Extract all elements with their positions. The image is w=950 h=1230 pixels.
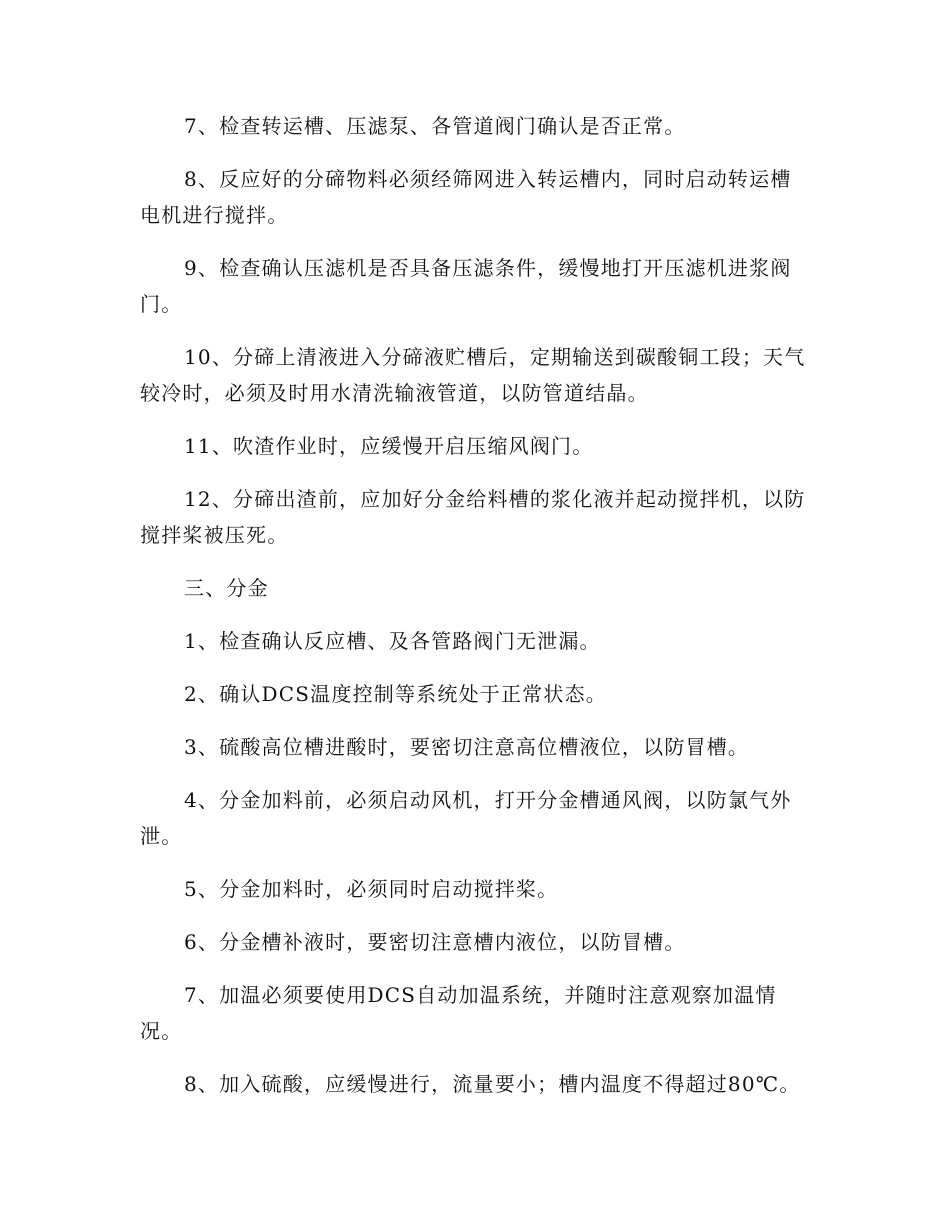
- document-body: [140, 108, 812, 1119]
- paragraph-item-5: 5、分金加料时，必须同时启动搅拌桨。: [184, 877, 559, 901]
- section-heading: 三、分金: [184, 576, 269, 600]
- paragraph-item-1: 1、检查确认反应槽、及各管路阀门无泄漏。: [184, 629, 601, 653]
- paragraph-item-3: 3、硫酸高位槽进酸时，要密切注意高位槽液位，以防冒槽。: [184, 735, 750, 759]
- paragraph-item-6: 6、分金槽补液时，要密切注意槽内液位，以防冒槽。: [184, 930, 686, 954]
- paragraph-item-11: 11、吹渣作业时，应缓慢开启压缩风阀门。: [184, 434, 594, 458]
- paragraph-item-10: 10、分碲上清液进入分碲液贮槽后，定期输送到碳酸铜工段；天气较冷时，必须及时用水清洗输液管道，以防管道结晶。: [140, 345, 806, 405]
- paragraph-item-7b: 7、加温必须要使用DCS自动加温系统，并随时注意观察加温情况。: [140, 983, 777, 1043]
- paragraph-item-7: 7、检查转运槽、压滤泵、各管道阀门确认是否正常。: [184, 114, 686, 138]
- paragraph-item-9: 9、检查确认压滤机是否具备压滤条件，缓慢地打开压滤机进浆阀门。: [140, 256, 792, 316]
- paragraph-item-4: 4、分金加料前，必须启动风机，打开分金槽通风阀，以防氯气外泄。: [140, 788, 792, 848]
- paragraph-item-8: 8、反应好的分碲物料必须经筛网进入转运槽内，同时启动转运槽电机进行搅拌。: [140, 167, 792, 227]
- paragraph-item-8b: 8、加入硫酸，应缓慢进行，流量要小；槽内温度不得超过80℃。: [184, 1072, 801, 1096]
- paragraph-item-2: 2、确认DCS温度控制等系统处于正常状态。: [184, 682, 607, 706]
- paragraph-item-12: 12、分碲出渣前，应加好分金给料槽的浆化液并起动搅拌机，以防搅拌桨被压死。: [140, 487, 806, 547]
